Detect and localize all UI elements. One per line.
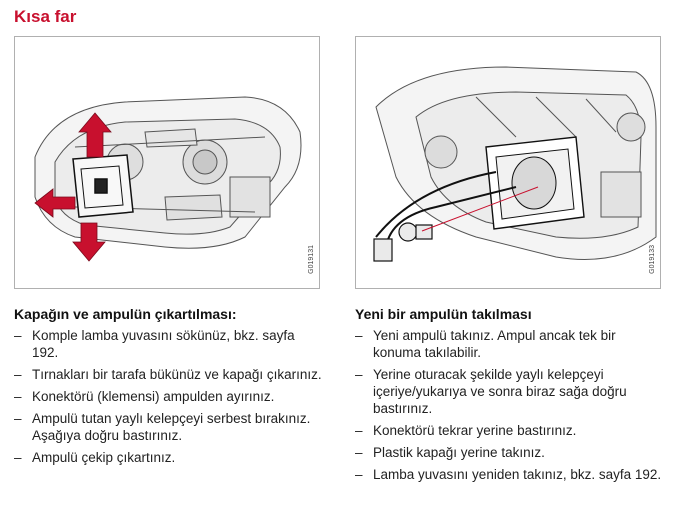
list-item: – Konektörü (klemensi) ampulden ayırınız. [14, 389, 275, 404]
figure-code: G019133 [649, 245, 656, 274]
instruction-list [355, 327, 665, 483]
list-item: – Lamba yuvasını yeniden takınız, bkz. sayfa 192. [355, 467, 662, 482]
headlamp-drawing [15, 37, 320, 289]
headlamp-drawing [356, 37, 661, 289]
list-item: – Ampulü tutan yaylı kelepçeyi serbest bırakınız. Aşağıya doğru bastırınız. [14, 411, 311, 443]
instruction-list [14, 327, 324, 466]
bulb-installation-illustration [355, 36, 661, 289]
list-item: – Konektörü tekrar yerine bastırınız. [355, 423, 577, 438]
installation-instructions [355, 306, 665, 488]
page-title: Kısa far [14, 7, 77, 26]
list-item: – Komple lamba yuvasını sökünüz, bkz. sayfa 192. [14, 328, 295, 360]
list-item: – Ampulü çekip çıkartınız. [14, 450, 176, 465]
list-item: – Tırnakları bir tarafa bükünüz ve kapağı çıkarınız. [14, 367, 322, 382]
list-item: – Plastik kapağı yerine takınız. [355, 445, 545, 460]
figure-code: G019131 [308, 245, 315, 274]
section-title: Yeni bir ampulün takılması [355, 306, 532, 322]
list-item: – Yerine oturacak şekilde yaylı kelepçeyi içeriye/yukarıya ve sonra biraz sağa doğru bastırınız. [355, 367, 627, 416]
removal-instructions [14, 306, 324, 471]
headlamp-cover-removal-illustration [14, 36, 320, 289]
list-item: – Yeni ampulü takınız. Ampul ancak tek bir konuma takılabilir. [355, 328, 616, 360]
section-title: Kapağın ve ampulün çıkartılması: [14, 306, 237, 322]
